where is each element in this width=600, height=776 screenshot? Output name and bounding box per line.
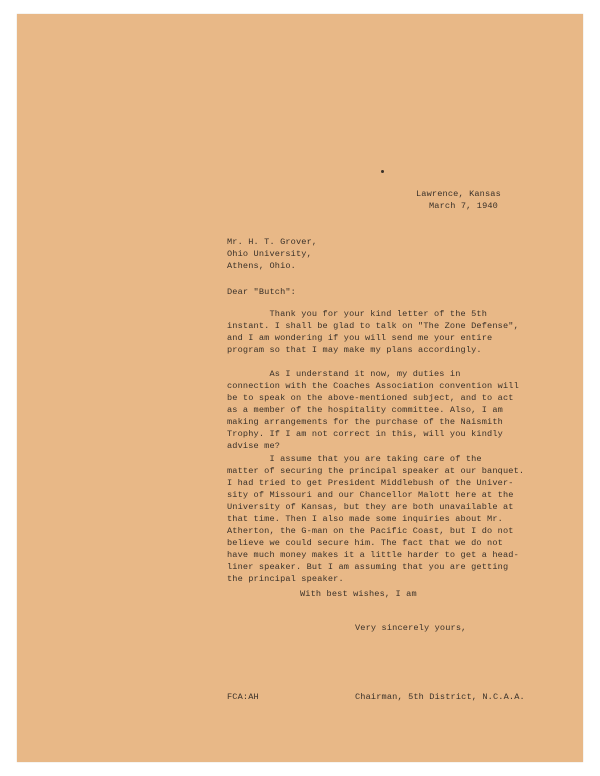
closing-line: With best wishes, I am	[300, 589, 417, 599]
recipient-line: Ohio University,	[227, 249, 312, 259]
body-line: University of Kansas, but they are both unavailable at	[227, 502, 514, 512]
body-line: matter of securing the principal speaker at our banquet.	[227, 466, 525, 476]
body-line: sity of Missouri and our Chancellor Malott here at the	[227, 490, 514, 500]
salutation: Dear "Butch":	[227, 287, 296, 297]
signature-title: Chairman, 5th District, N.C.A.A.	[355, 692, 525, 702]
body-line: making arrangements for the purchase of the Naismith	[227, 417, 503, 427]
body-line: advise me?	[227, 441, 281, 451]
paper-mark	[381, 170, 384, 173]
body-line: As I understand it now, my duties in	[227, 369, 461, 379]
body-line: Thank you for your kind letter of the 5th	[227, 309, 488, 319]
body-line: Atherton, the G-man on the Pacific Coast, but I do not	[227, 526, 514, 536]
letter-date: March 7, 1940	[429, 201, 498, 211]
body-line: and I am wondering if you will send me your entire	[227, 333, 493, 343]
body-line: I assume that you are taking care of the	[227, 454, 482, 464]
valediction: Very sincerely yours,	[355, 623, 467, 633]
recipient-line: Athens, Ohio.	[227, 261, 296, 271]
body-line: that time. Then I also made some inquiries about Mr.	[227, 514, 503, 524]
body-line: the principal speaker.	[227, 574, 344, 584]
recipient-line: Mr. H. T. Grover,	[227, 237, 318, 247]
body-line: be to speak on the above-mentioned subject, and to act	[227, 393, 514, 403]
body-line: program so that I may make my plans accordingly.	[227, 345, 482, 355]
body-line: as a member of the hospitality committee. Also, I am	[227, 405, 503, 415]
body-line: liner speaker. But I am assuming that you are getting	[227, 562, 509, 572]
body-line: Trophy. If I am not correct in this, will you kindly	[227, 429, 503, 439]
body-line: instant. I shall be glad to talk on "The Zone Defense",	[227, 321, 519, 331]
body-line: believe we could secure him. The fact that we do not	[227, 538, 503, 548]
letter-place: Lawrence, Kansas	[416, 189, 501, 199]
body-line: I had tried to get President Middlebush of the Univer-	[227, 478, 514, 488]
body-line: have much money makes it a little harder to get a head-	[227, 550, 519, 560]
body-line: connection with the Coaches Association convention will	[227, 381, 519, 391]
typist-initials: FCA:AH	[227, 692, 259, 702]
